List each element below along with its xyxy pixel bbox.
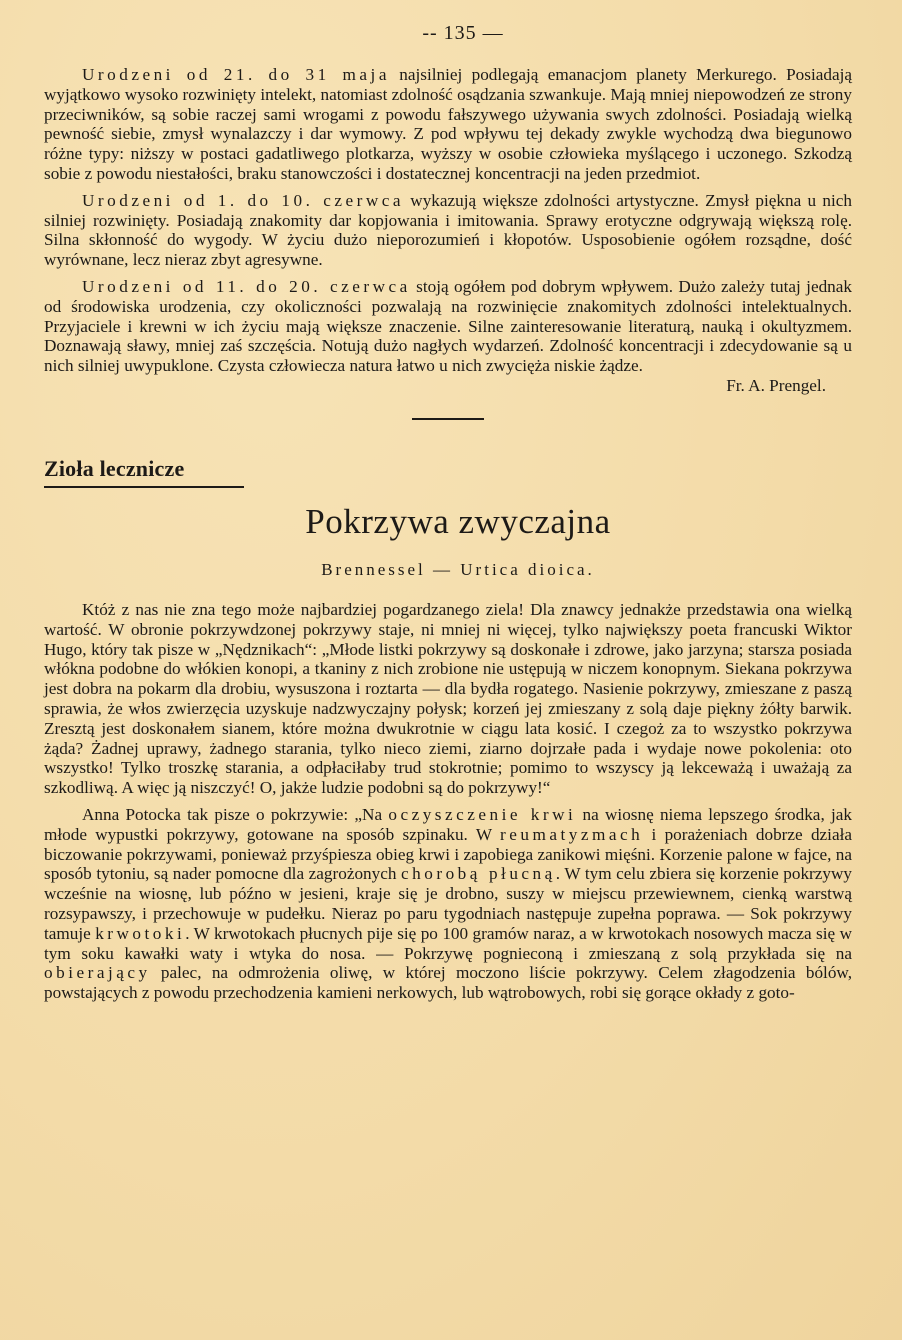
spaced-lead: Urodzeni od 1. do 10. czerwca xyxy=(82,190,404,210)
paragraph-text: stoją ogółem pod dobrym wpływem. Dużo zależy tutaj jednak od środowiska urodzenia, czy okoliczności pozwalają na rozwinięcie znakomitych zdolności intelektualnych. Przyjaciele i krewni w ich życiu mają większe znaczenie. Silne zainteresowanie literaturą, nauką i okultyzmem. Doznawają sławy, mniej zaś szczęścia. Notują dużo nagłych wydarzeń. Zdolność koncentracji i zdecydowanie są u nich silniej uwypuklone. Czysta człowiecza natura łatwo u nich zwycięża niskie żądze. xyxy=(44,276,852,376)
article-paragraph-2 xyxy=(44,805,852,1003)
page-number: -- 135 — xyxy=(422,22,504,44)
paragraph-text: . W krwotokach płucnych pije się po 100 gramów naraz, a w krwotokach nosowych macza się w tym soku kawałki waty i wtyka do nosa. — Pokrzywę pognieconą i zmieszaną z solą przykłada się na xyxy=(44,923,852,963)
horoscope-paragraph-2 xyxy=(44,191,852,270)
article-subtitle: Brennessel — Urtica dioica. xyxy=(321,559,595,579)
book-page xyxy=(44,22,852,1010)
paragraph-text: najsilniej podlegają emanacjom planety Merkurego. Posiadają wyjątkowo wysoko rozwinięty intelekt, natomiast zdolność osądzania szwankuje. Mają mniej niepowodzeń ze strony przeciwników, są sobie raczej sami wrogami z powodu fałszywego używania swych zdolności. Posiadają wielką pewność siebie, zmysł wynalazczy i dar wymowy. Z pod wpływu tej dekady zwykle wychodzą dwa biegunowo różne typy: niższy w postaci gadatliwego plotkarza, wyższy w osobie człowieka myślącego i uczonego. Szkodzą sobie z powodu niestałości, braku stanowczości i dostatecznej koncentracji na jeden przedmiot. xyxy=(44,65,852,183)
spaced-lead: Urodzeni od 21. do 31 maja xyxy=(82,65,390,84)
author-signature: Fr. A. Prengel. xyxy=(726,375,826,395)
emphasized-term: oczyszczenie krwi xyxy=(388,804,577,824)
emphasized-term: obierający xyxy=(44,963,151,983)
paragraph-text: na wiosnę niema lepszego środka, jak młode wypustki pokrzywy, gotowane na sposób szpinaku. W xyxy=(44,804,852,844)
section-label: Zioła lecznicze xyxy=(44,456,244,488)
emphasized-term: reumatyzmach xyxy=(500,824,644,844)
paragraph-text: i porażeniach dobrze działa biczowanie pokrzywami, ponieważ przyśpiesza obieg krwi i zapobiega zanikowi mięśni. Korzenie palone w fajce, na sposób tytoniu, są nader pomocne dla zagrożonych xyxy=(44,824,852,884)
spaced-lead: Urodzeni od 11. do 20. czerwca xyxy=(82,276,411,296)
section-divider xyxy=(412,418,484,420)
emphasized-term: krwotoki xyxy=(95,923,186,943)
paragraph-text: palec, na odmrożenia oliwę, w której moczono liście pokrzywy. Celem złagodzenia bólów, powstających z powodu przechodzenia kamieni nerkowych, lub wątrobowych, robi się gorące okłady z goto- xyxy=(44,963,852,1003)
emphasized-term: chorobą płucną xyxy=(401,864,556,884)
article-paragraph-1: Któż z nas nie zna tego może najbardziej pogardzanego ziela! Dla znawcy jednakże przedstawia ona wielką wartość. W obronie pokrzywdzonej pokrzywy staje, ni mniej ni więcej, tylko największy poeta francuski Wiktor Hugo, który tak pisze w „Nędznikach“: „Młode listki pokrzywy są doskonałe i zdrowe, jako jarzyna; starsza posiada włókna podobne do włókien konopi, a tkaniny z nich zrobione nie ustępują w niczem konopnym. Siekana pokrzywa jest dobra na pokarm dla drobiu, wysuszona i roztarta — dla bydła rogatego. Nasienie pokrzywy, zmieszane z paszą sprawia, że włos zwierzęcia uzyskuje nadzwyczajny połysk; korzeń jej zmieszany z solą daje piękny żółty barwik. Zresztą jest doskonałem sianem, które można dwukrotnie w ciągu lata kosić. I czegoż za to wszystko pokrzywa żąda? Żadnej uprawy, żadnego starania, tylko nieco ziemi, ziarno dojrzałe pada i wydaje nowe pokolenia: oto wszystko! Tylko troszkę starania, a odpłaciłaby trud stokrotnie; pomimo to wszyscy ją lekceważą i uważają za szkodliwą. A więc ją niszczyć! O, jakże ludzie podobni są do pokrzywy!“ xyxy=(44,599,852,798)
article-title: Pokrzywa zwyczajna xyxy=(305,501,611,541)
paragraph-text: wykazują większe zdolności artystyczne. Zmysł piękna u nich silniej rozwinięty. Posiadają znakomity dar kopjowania i imitowania. Sprawy erotyczne odgrywają większą rolę. Silna skłonność do wygody. W życiu dużo nieporozumień i kłopotów. Usposobienie ogółem rozsądne, dość wyrównane, lecz nieraz zbyt agresywne. xyxy=(44,190,852,270)
paragraph-text: . W tym celu zbiera się korzenie pokrzywy wcześnie na wiosnę, lub późno w jesieni, kraje się je drobno, suszy w miejscu przewiewnem, cienką warstwą rozsypawszy, i przechowuje w pudełku. Nieraz po paru tygodniach następuje zupełna poprawa. — Sok pokrzywy tamuje xyxy=(44,864,853,943)
paragraph-text: Anna Potocka tak pisze o pokrzywie: „Na xyxy=(82,804,389,824)
horoscope-paragraph-3 xyxy=(44,277,852,376)
horoscope-paragraph-1 xyxy=(44,65,852,184)
